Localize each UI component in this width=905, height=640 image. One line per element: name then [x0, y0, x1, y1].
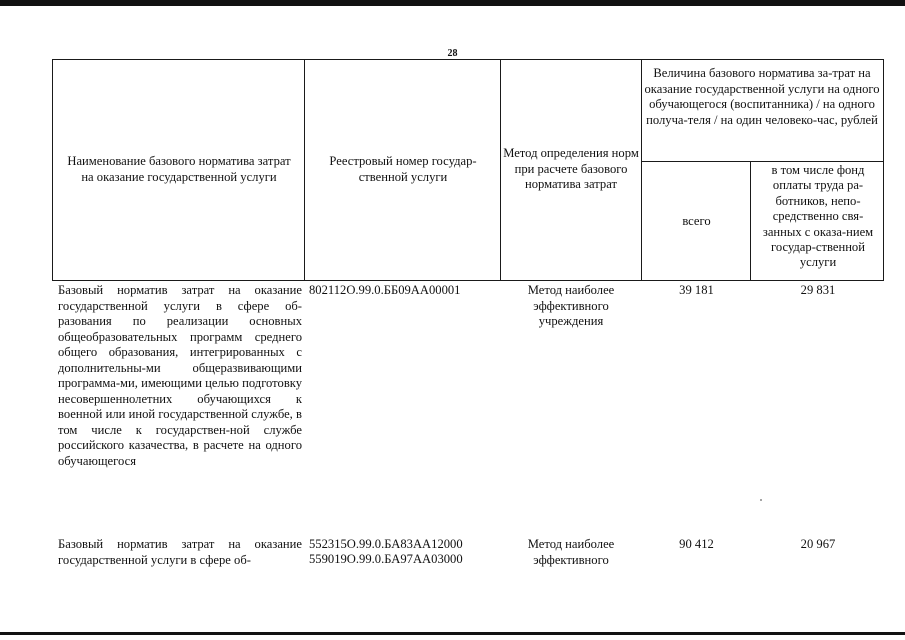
header-incl-fund: в том числе фонд оплаты труда ра-ботников, непо-средственно свя-занных с оказа-нием государ-ственной услуги	[762, 163, 874, 270]
bottom-border	[0, 632, 905, 635]
top-border	[0, 0, 905, 6]
row-total: 39 181	[679, 283, 714, 297]
row-registry-number: 559019О.99.0.БА97АА03000	[309, 552, 463, 566]
header-service-name: Наименование базового норматива затрат на оказание государственной услуги	[67, 154, 291, 184]
row-service-name: Базовый норматив затрат на оказание государственной услуги в сфере об-	[58, 537, 302, 567]
row-method: Метод наиболее эффективного учреждения	[527, 283, 615, 328]
table-left-border	[52, 59, 53, 281]
row-service-name: Базовый норматив затрат на оказание государственной услуги в сфере об-разования по реализации основных общеобразовательных программ среднего общего образования, интегрированных с дополнительны-ми общеразвивающими программа-ми, имеющими целью подготовку несовершеннолетних обучающихся к военной или иной государственной службе, в том числе к государствен-ной службе российского казачества, в расчете на одного обучающегося	[58, 283, 302, 468]
col-divider-3	[641, 59, 642, 281]
row-method: Метод наиболее эффективного	[527, 537, 615, 567]
row-registry-number: 802112О.99.0.ББ09АА00001	[309, 283, 461, 297]
table-top-border	[52, 59, 884, 60]
header-bottom-border	[52, 280, 884, 281]
col-divider-1	[304, 59, 305, 281]
col-divider-2	[500, 59, 501, 281]
row-fund: 29 831	[800, 283, 836, 297]
scan-speck	[760, 499, 762, 501]
row-registry-number: 552315О.99.0.БА83АА12000	[309, 537, 463, 551]
page-number: 28	[447, 48, 458, 59]
row-fund: 20 967	[800, 537, 836, 551]
header-total: всего	[682, 214, 711, 228]
value-group-divider	[641, 161, 884, 162]
header-value-group: Величина базового норматива за-трат на оказание государственной услуги на одного обучающегося (воспитанника) / на одного получа-теля / на один человеко-час, рублей	[644, 66, 880, 127]
row-total: 90 412	[679, 537, 714, 551]
header-registry-number: Реестровый номер государ-ственной услуги	[329, 154, 477, 184]
table-right-border	[883, 59, 884, 281]
header-method: Метод определения норм при расчете базового норматива затрат	[503, 146, 639, 191]
col-divider-4	[750, 161, 751, 281]
